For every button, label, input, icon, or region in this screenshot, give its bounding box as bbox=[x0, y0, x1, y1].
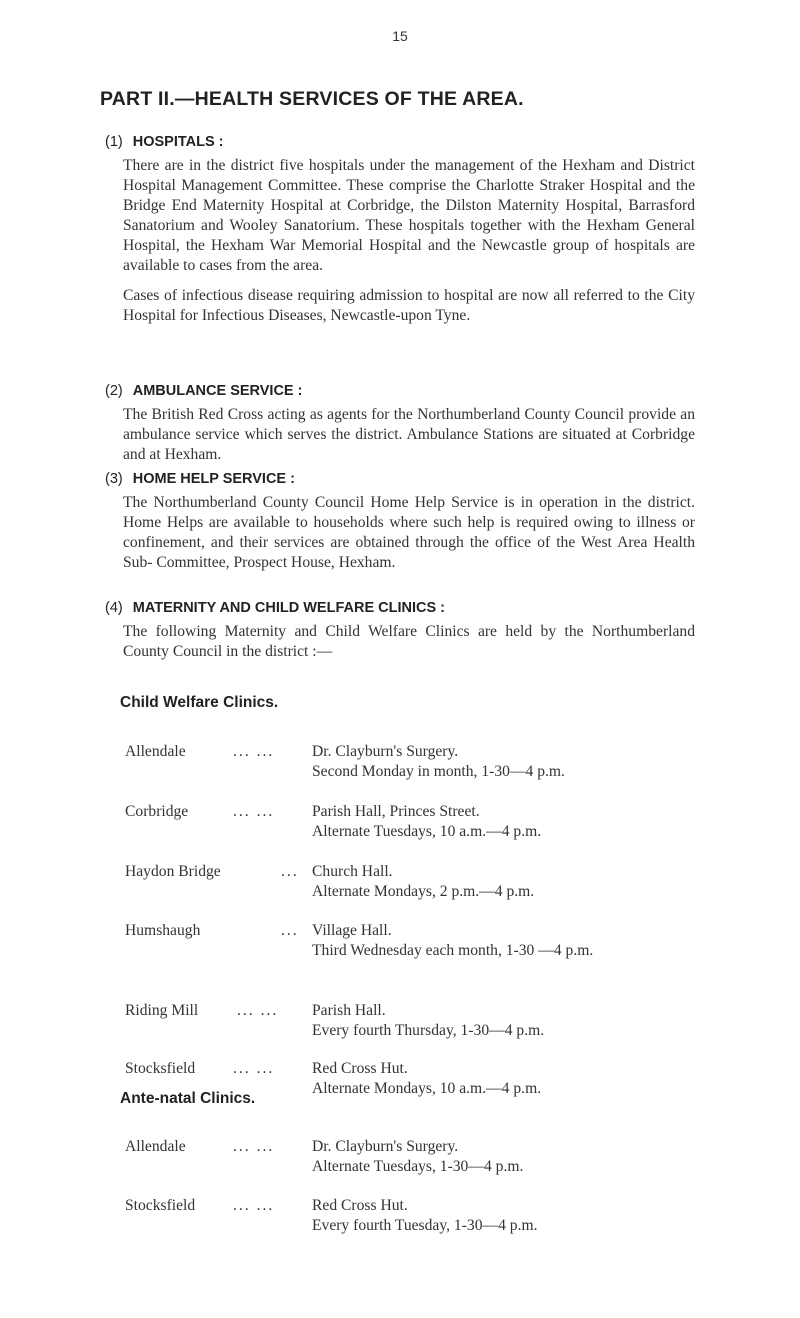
leader-dots: ... ... bbox=[237, 1002, 279, 1019]
leader-dots: ... bbox=[281, 922, 299, 939]
section-hospitals bbox=[105, 134, 695, 326]
section-heading: HOSPITALS : bbox=[132, 134, 224, 150]
clinic-venue: Dr. Clayburn's Surgery. bbox=[312, 743, 459, 760]
clinic-place: Riding Mill bbox=[125, 1002, 199, 1019]
clinic-place: Allendale bbox=[125, 743, 186, 760]
section-number: (3) bbox=[105, 471, 123, 487]
clinic-place: Stocksfield bbox=[125, 1060, 196, 1077]
clinic-time: Second Monday in month, 1-30—4 p.m. bbox=[312, 763, 565, 780]
paragraph: There are in the district five hospitals under the management of the Hexham and District Hospital Management Committee. These comprise the Charlotte Straker Hospital and the Bridge End Maternity Hospital at Corbridge, the Dilston Maternity Hospital, Barrasford Sanatorium and Wooley Sanatorium. These hospitals together with the Hexham General Hospital, the Hexham War Memorial Hospital and the Newcastle group of hospitals are available to cases from the area. bbox=[123, 157, 695, 274]
clinic-place: Corbridge bbox=[125, 803, 189, 820]
leader-dots: ... ... bbox=[233, 1138, 275, 1155]
paragraph: The Northumberland County Council Home Help Service is in operation in the district. Home Helps are available to households where such help is required owing to illness or confinement, and their services are obtained through the office of the West Area Health Sub- Committee, Prospect House, Hexham. bbox=[123, 494, 695, 571]
part-title: PART II.—HEALTH SERVICES OF THE AREA. bbox=[100, 88, 524, 110]
section-heading: AMBULANCE SERVICE : bbox=[132, 383, 303, 399]
clinic-venue: Village Hall. bbox=[312, 922, 392, 939]
clinic-venue: Red Cross Hut. bbox=[312, 1060, 408, 1077]
section-home-help bbox=[105, 471, 695, 573]
clinic-place: Allendale bbox=[125, 1138, 186, 1155]
clinic-venue: Dr. Clayburn's Surgery. bbox=[312, 1138, 459, 1155]
clinic-venue: Red Cross Hut. bbox=[312, 1197, 408, 1214]
section-number: (2) bbox=[105, 383, 123, 399]
clinic-time: Third Wednesday each month, 1-30 —4 p.m. bbox=[312, 942, 594, 959]
paragraph: The following Maternity and Child Welfare Clinics are held by the Northumberland County Council in the district :— bbox=[123, 623, 695, 660]
clinic-time: Alternate Tuesdays, 1-30—4 p.m. bbox=[312, 1158, 524, 1175]
section-number: (4) bbox=[105, 600, 123, 616]
section-ambulance bbox=[105, 383, 695, 465]
clinic-place: Haydon Bridge bbox=[125, 863, 221, 880]
section-heading: MATERNITY AND CHILD WELFARE CLINICS : bbox=[132, 600, 446, 616]
clinic-time: Every fourth Tuesday, 1-30—4 p.m. bbox=[312, 1217, 538, 1234]
leader-dots: ... ... bbox=[233, 1060, 275, 1077]
clinic-time: Alternate Tuesdays, 10 a.m.—4 p.m. bbox=[312, 823, 542, 840]
leader-dots: ... bbox=[281, 863, 299, 880]
clinic-time: Every fourth Thursday, 1-30—4 p.m. bbox=[312, 1022, 545, 1039]
clinic-venue: Church Hall. bbox=[312, 863, 393, 880]
clinic-time: Alternate Mondays, 10 a.m.—4 p.m. bbox=[312, 1080, 542, 1097]
leader-dots: ... ... bbox=[233, 1197, 275, 1214]
paragraph: Cases of infectious disease requiring admission to hospital are now all referred to the City Hospital for Infectious Diseases, Newcastle-upon Tyne. bbox=[123, 287, 695, 324]
child-welfare-heading: Child Welfare Clinics. bbox=[120, 694, 279, 711]
page-number: 15 bbox=[392, 28, 408, 44]
clinic-place: Stocksfield bbox=[125, 1197, 196, 1214]
section-heading: HOME HELP SERVICE : bbox=[132, 471, 295, 487]
paragraph: The British Red Cross acting as agents for the Northumberland County Council provide an ambulance service which serves the district. Ambulance Stations are situated at Corbridge and at Hexham. bbox=[123, 406, 695, 463]
ante-natal-heading: Ante-natal Clinics. bbox=[120, 1090, 256, 1107]
section-number: (1) bbox=[105, 134, 123, 150]
clinic-time: Alternate Mondays, 2 p.m.—4 p.m. bbox=[312, 883, 535, 900]
clinic-venue: Parish Hall. bbox=[312, 1002, 386, 1019]
clinic-venue: Parish Hall, Princes Street. bbox=[312, 803, 480, 820]
section-maternity-clinics bbox=[105, 600, 695, 662]
leader-dots: ... ... bbox=[233, 743, 275, 760]
leader-dots: ... ... bbox=[233, 803, 275, 820]
clinic-place: Humshaugh bbox=[125, 922, 201, 939]
